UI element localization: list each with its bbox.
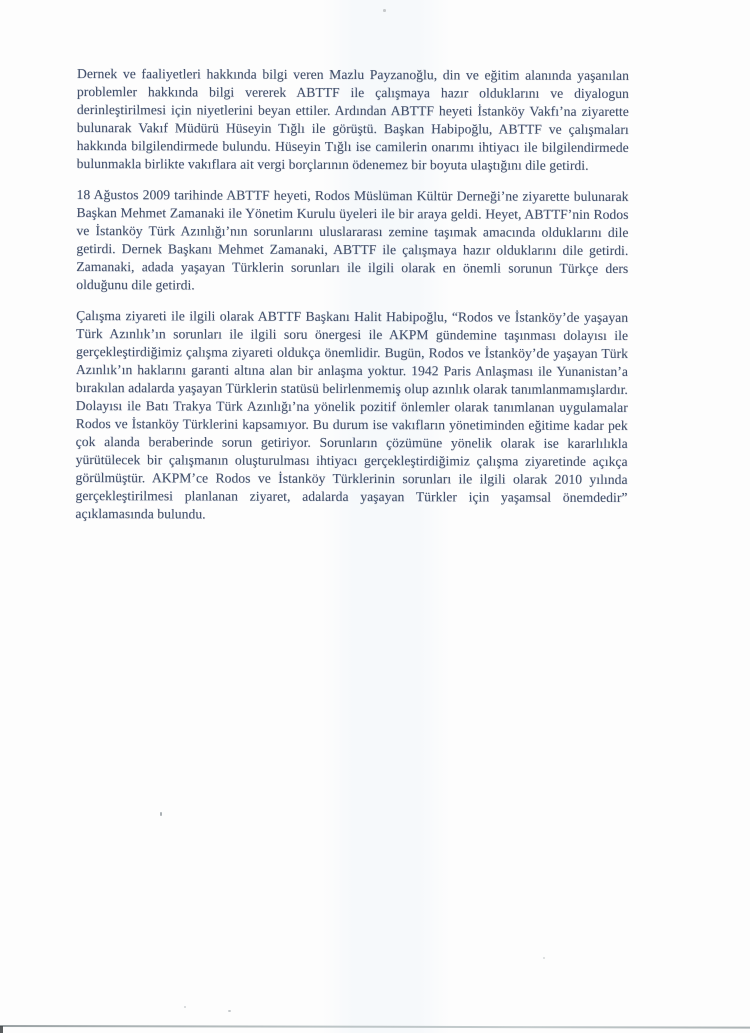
scan-speck bbox=[383, 9, 386, 12]
document-body bbox=[75, 65, 629, 538]
scan-edge-artifact bbox=[0, 1025, 750, 1028]
scan-speck bbox=[543, 957, 545, 959]
scan-speck bbox=[228, 1010, 231, 1012]
paragraph-2: 18 Ağustos 2009 tarihinde ABTTF heyeti, Rodos Müslüman Kültür Derneği’ne ziyarette bulunarak Başkan Mehmet Zamanaki ile Yönetim Kurulu üyeleri ile bir araya geldi. Heyet, ABTTF’nin Rodos ve İstanköy Türk Azınlığı’nın sorunlarını uluslararası zemine taşımak amacında olduklarını dile getirdi. Dernek Başkanı Mehmet Zamanaki, ABTTF ile çalışmaya hazır olduklarını dile getirdi. Zamanaki, adada yaşayan Türklerin sorunları ile ilgili olarak en önemli sorunun Türkçe ders olduğunu dile getirdi. bbox=[76, 186, 629, 293]
scan-speck bbox=[160, 812, 162, 816]
scan-speck bbox=[184, 1006, 186, 1008]
paragraph-1: Dernek ve faaliyetleri hakkında bilgi veren Mazlu Payzanoğlu, din ve eğitim alanında yaşanılan problemler hakkında bilgi vererek ABTTF ile çalışmaya hazır olduklarını ve diyalogun derinleştirilmesi için niyetlerini beyan ettiler. Ardından ABTTF heyeti İstanköy Vakfı’na ziyarette bulunarak Vakıf Müdürü Hüseyin Tığlı ile görüştü. Başkan Habipoğlu, ABTTF ve çalışmaları hakkında bilgilendirmede bulundu. Hüseyin Tığlı ise camilerin onarımı ihtiyacı ile bilgilendirmede bulunmakla birlikte vakıflara ait vergi borçlarının ödenemez bir boyuta ulaştığını dile getirdi. bbox=[76, 65, 629, 173]
scan-corner-mark bbox=[0, 1026, 3, 1033]
paragraph-3: Çalışma ziyareti ile ilgili olarak ABTTF Başkanı Halit Habipoğlu, “Rodos ve İstanköy’de yaşayan Türk Azınlık’ın sorunları ile ilgili soru önergesi ile AKPM gündemine taşınması dolayısı ile gerçekleştirdiğimiz çalışma ziyareti oldukça önemlidir. Bugün, Rodos ve İstanköy’de yaşayan Türk Azınlık’ın haklarını garanti altına alan bir anlaşma yoktur. 1942 Paris Anlaşması ile Yunanistan’a bırakılan adalarda yaşayan Türklerin statüsü belirlenmemiş olup azınlık olarak tanımlanmamışlardır. Dolayısı ile Batı Trakya Türk Azınlığı’na yönelik pozitif önlemler olarak tanımlanan uygulamalar Rodos ve İstanköy Türklerini kapsamıyor. Bu durum ise vakıfların yönetiminden eğitime kadar pek çok alanda beraberinde sorun getiriyor. Sorunların çözümüne yönelik olarak ise kararlılıkla yürütülecek bir çalışmanın oluşturulması ihtiyacı gerçekleştirdiğimiz çalışma ziyaretinde açıkça görülmüştür. AKPM’ce Rodos ve İstanköy Türklerinin sorunları ile ilgili olarak 2010 yılında gerçekleştirilmesi planlanan ziyaret, adalarda yaşayan Türkler için yaşamsal önemdedir” açıklamasında bulundu. bbox=[75, 307, 629, 522]
